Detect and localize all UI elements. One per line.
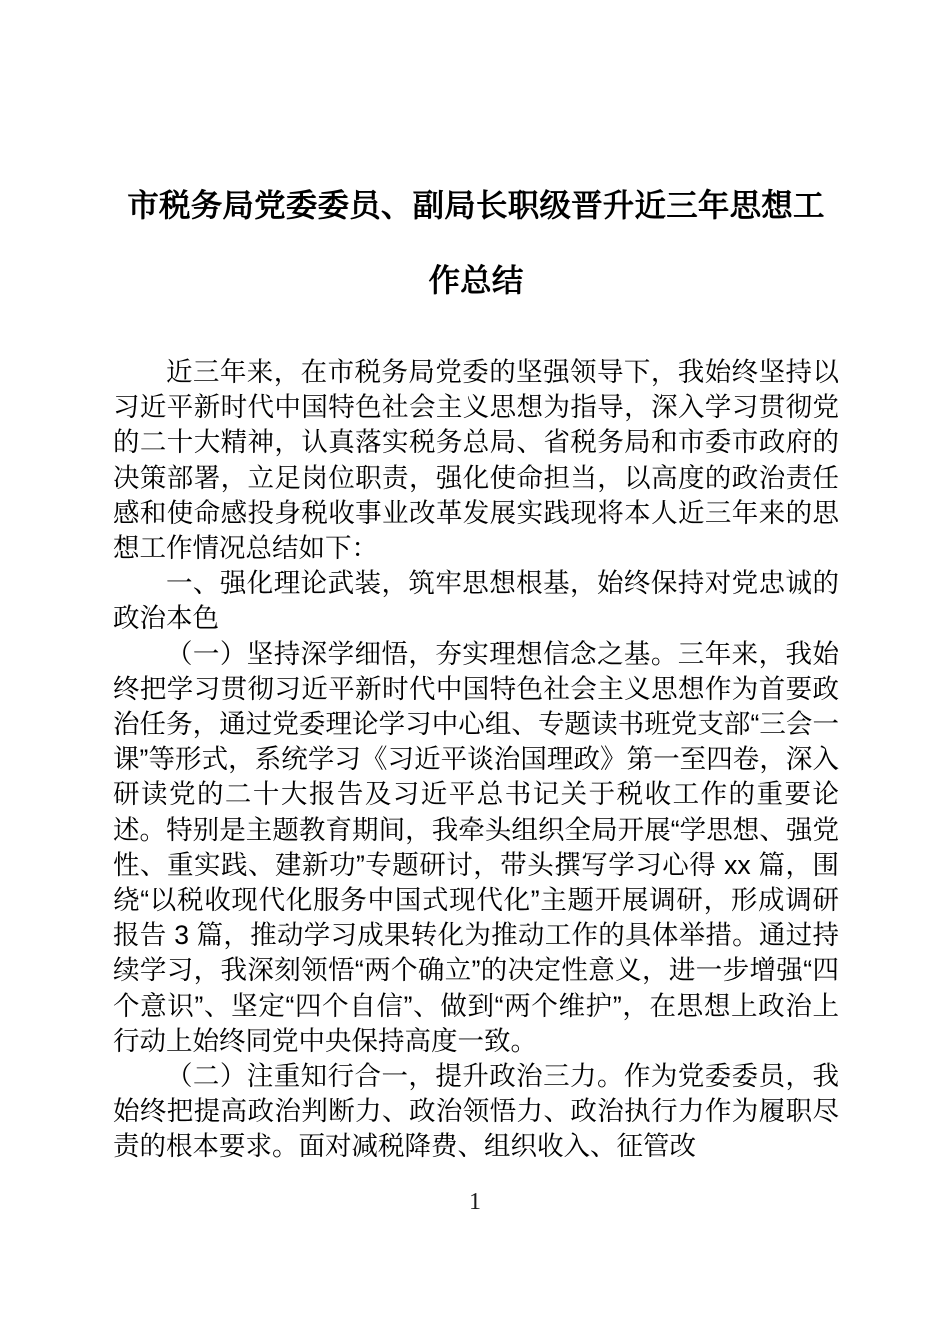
paragraph: （二）注重知行合一，提升政治三力。作为党委委员，我始终把提高政治判断力、政治领悟力、政治执行力作为履职尽责的根本要求。面对减税降费、组织收入、征管改 (113, 1061, 839, 1162)
document-content (113, 355, 839, 1165)
paragraph: 近三年来，在市税务局党委的坚强领导下，我始终坚持以习近平新时代中国特色社会主义思想为指导，深入学习贯彻党的二十大精神，认真落实税务总局、省税务局和市委市政府的决策部署，立足岗位职责，强化使命担当，以高度的政治责任感和使命感投身税收事业改革发展实践现将本人近三年来的思想工作情况总结如下： (113, 357, 839, 564)
document-body (113, 0, 839, 1165)
page-number: 1 (469, 1189, 481, 1215)
page-title: 市税务局党委委员、副局长职级晋升近三年思想工作总结 (127, 187, 825, 298)
paragraph: 一、强化理论武装，筑牢思想根基，始终保持对党忠诚的政治本色 (113, 568, 839, 634)
paragraph: （一）坚持深学细悟，夯实理想信念之基。三年来，我始终把学习贯彻习近平新时代中国特色社会主义思想作为首要政治任务，通过党委理论学习中心组、专题读书班党支部“三会一课”等形式，系统学习《习近平谈治国理政》第一至四卷，深入研读党的二十大报告及习近平总书记关于税收工作的重要论述。特别是主题教育期间，我牵头组织全局开展“学思想、强党性、重实践、建新功”专题研讨，带头撰写学习心得 xx 篇，围绕“以税收现代化服务中国式现代化”主题开展调研，形成调研报告 3 篇，推动学习成果转化为推动工作的具体举措。通过持续学习，我深刻领悟“两个确立”的决定性意义，进一步增强“四个意识”、坚定“四个自信”、做到“两个维护”，在思想上政治上行动上始终同党中央保持高度一致。 (113, 638, 839, 1056)
